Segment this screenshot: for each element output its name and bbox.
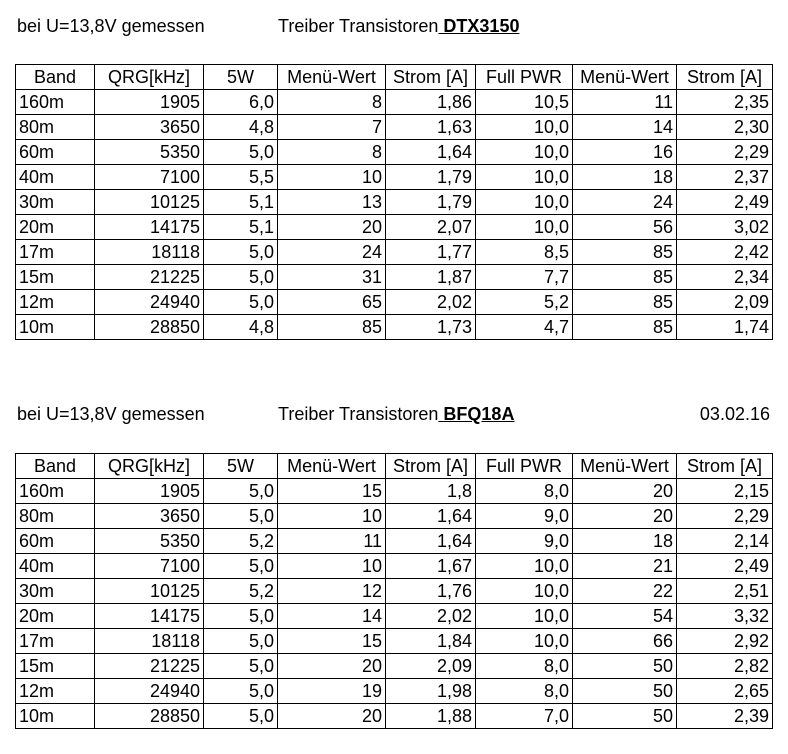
table-cell: 6,0: [204, 90, 278, 115]
table-cell: 10,0: [476, 579, 573, 604]
table-cell: 1,87: [386, 265, 476, 290]
table-cell: 1905: [95, 479, 204, 504]
table-cell: 1,86: [386, 90, 476, 115]
table-cell: 5,2: [204, 529, 278, 554]
table-row: [16, 529, 773, 554]
table-cell: 20m: [16, 604, 95, 629]
table-cell: 5,0: [204, 290, 278, 315]
table-cell: 1,88: [386, 704, 476, 729]
table-cell: 3650: [95, 115, 204, 140]
table-cell: 10,0: [476, 165, 573, 190]
table-cell: 12m: [16, 679, 95, 704]
table-cell: 4,7: [476, 315, 573, 340]
table-cell: 2,29: [677, 140, 773, 165]
table-cell: 10: [278, 504, 386, 529]
table-cell: 3,02: [677, 215, 773, 240]
table-cell: 7100: [95, 165, 204, 190]
table-row: [16, 654, 773, 679]
table-cell: 4,8: [204, 315, 278, 340]
table-cell: 85: [573, 315, 677, 340]
table-cell: 85: [573, 265, 677, 290]
table-cell: 1,63: [386, 115, 476, 140]
table-cell: 10: [278, 165, 386, 190]
table-cell: 18118: [95, 240, 204, 265]
table-cell: 1,73: [386, 315, 476, 340]
table-cell: 1,64: [386, 529, 476, 554]
table-cell: 21225: [95, 265, 204, 290]
column-header: QRG[kHz]: [95, 454, 204, 479]
table-cell: 1,67: [386, 554, 476, 579]
table-cell: 50: [573, 679, 677, 704]
table-cell: 2,30: [677, 115, 773, 140]
column-header: Menü-Wert: [278, 454, 386, 479]
table-cell: 17m: [16, 240, 95, 265]
table-cell: 14: [573, 115, 677, 140]
table-cell: 20: [278, 704, 386, 729]
section2-header-row: [16, 454, 773, 479]
table-row: [16, 704, 773, 729]
table-row: [16, 504, 773, 529]
table-cell: 1905: [95, 90, 204, 115]
table-row: [16, 479, 773, 504]
table-cell: 18: [573, 529, 677, 554]
table-row: [16, 115, 773, 140]
table-cell: 14175: [95, 604, 204, 629]
table-cell: 1,79: [386, 165, 476, 190]
table-row: [16, 140, 773, 165]
table-cell: 10,0: [476, 140, 573, 165]
table-cell: 60m: [16, 529, 95, 554]
table-cell: 28850: [95, 315, 204, 340]
table-cell: 2,29: [677, 504, 773, 529]
table-cell: 85: [573, 290, 677, 315]
table-row: [16, 315, 773, 340]
column-header: 5W: [204, 65, 278, 90]
table-cell: 10,0: [476, 604, 573, 629]
table-cell: 80m: [16, 115, 95, 140]
column-header: Strom [A]: [386, 65, 476, 90]
table-row: [16, 604, 773, 629]
table-cell: 60m: [16, 140, 95, 165]
table-cell: 5,0: [204, 140, 278, 165]
section2-driver-prefix: Treiber Transistoren: [278, 404, 439, 424]
table-row: [16, 554, 773, 579]
table-row: [16, 265, 773, 290]
table-cell: 5,2: [204, 579, 278, 604]
table-cell: 22: [573, 579, 677, 604]
column-header: Full PWR: [476, 454, 573, 479]
table-cell: 7,7: [476, 265, 573, 290]
column-header: Strom [A]: [386, 454, 476, 479]
table-cell: 50: [573, 654, 677, 679]
table-cell: 2,65: [677, 679, 773, 704]
table-cell: 5,0: [204, 265, 278, 290]
section2-table: [15, 453, 773, 729]
table-cell: 21: [573, 554, 677, 579]
table-cell: 10,0: [476, 554, 573, 579]
table-cell: 10,0: [476, 215, 573, 240]
table-cell: 30m: [16, 579, 95, 604]
table-cell: 9,0: [476, 529, 573, 554]
table-cell: 5,0: [204, 679, 278, 704]
table-cell: 18: [573, 165, 677, 190]
table-cell: 24: [278, 240, 386, 265]
table-cell: 160m: [16, 479, 95, 504]
section2-date: 03.02.16: [699, 404, 770, 424]
table-cell: 18118: [95, 629, 204, 654]
table-cell: 40m: [16, 554, 95, 579]
table-cell: 160m: [16, 90, 95, 115]
table-cell: 20: [573, 479, 677, 504]
table-cell: 14: [278, 604, 386, 629]
table-cell: 2,49: [677, 554, 773, 579]
column-header: Menü-Wert: [573, 454, 677, 479]
table-cell: 2,09: [677, 290, 773, 315]
table-cell: 5350: [95, 140, 204, 165]
column-header: QRG[kHz]: [95, 65, 204, 90]
table-cell: 2,92: [677, 629, 773, 654]
table-cell: 11: [278, 529, 386, 554]
table-row: [16, 90, 773, 115]
section2-driver-heading: [278, 404, 514, 424]
table-cell: 7,0: [476, 704, 573, 729]
section2-condition: bei U=13,8V gemessen: [17, 404, 205, 424]
section1-condition: bei U=13,8V gemessen: [17, 16, 205, 36]
table-cell: 5,0: [204, 479, 278, 504]
table-cell: 56: [573, 215, 677, 240]
table-cell: 5,0: [204, 504, 278, 529]
table-cell: 1,64: [386, 504, 476, 529]
table-cell: 20m: [16, 215, 95, 240]
table-cell: 2,51: [677, 579, 773, 604]
section1-table-body: [16, 90, 773, 340]
table-cell: 5,0: [204, 554, 278, 579]
table-cell: 2,02: [386, 290, 476, 315]
table-cell: 10125: [95, 190, 204, 215]
table-cell: 8,5: [476, 240, 573, 265]
table-cell: 7: [278, 115, 386, 140]
table-cell: 31: [278, 265, 386, 290]
table-cell: 5350: [95, 529, 204, 554]
column-header: Band: [16, 454, 95, 479]
table-cell: 5,0: [204, 240, 278, 265]
table-cell: 2,37: [677, 165, 773, 190]
table-cell: 28850: [95, 704, 204, 729]
table-cell: 5,0: [204, 604, 278, 629]
table-cell: 5,5: [204, 165, 278, 190]
table-cell: 1,84: [386, 629, 476, 654]
table-row: [16, 290, 773, 315]
table-cell: 1,8: [386, 479, 476, 504]
table-cell: 2,39: [677, 704, 773, 729]
table-cell: 2,15: [677, 479, 773, 504]
table-cell: 50: [573, 704, 677, 729]
section1-header-row: [16, 65, 773, 90]
table-cell: 3,32: [677, 604, 773, 629]
table-cell: 10,0: [476, 190, 573, 215]
table-cell: 10m: [16, 315, 95, 340]
table-cell: 1,77: [386, 240, 476, 265]
table-cell: 3650: [95, 504, 204, 529]
section1-transistor: DTX3150: [443, 16, 520, 36]
table-cell: 4,8: [204, 115, 278, 140]
table-cell: 20: [278, 215, 386, 240]
table-cell: 11: [573, 90, 677, 115]
table-cell: 66: [573, 629, 677, 654]
table-cell: 14175: [95, 215, 204, 240]
column-header: Band: [16, 65, 95, 90]
column-header: Strom [A]: [677, 454, 773, 479]
table-cell: 2,07: [386, 215, 476, 240]
section2-transistor: BFQ18A: [443, 404, 515, 424]
table-cell: 24: [573, 190, 677, 215]
table-cell: 10: [278, 554, 386, 579]
table-cell: 16: [573, 140, 677, 165]
table-cell: 1,98: [386, 679, 476, 704]
table-cell: 21225: [95, 654, 204, 679]
table-cell: 2,42: [677, 240, 773, 265]
table-row: [16, 165, 773, 190]
table-row: [16, 190, 773, 215]
table-cell: 85: [573, 240, 677, 265]
table-cell: 12m: [16, 290, 95, 315]
column-header: Strom [A]: [677, 65, 773, 90]
table-cell: 1,79: [386, 190, 476, 215]
table-cell: 2,14: [677, 529, 773, 554]
table-row: [16, 215, 773, 240]
table-cell: 24940: [95, 290, 204, 315]
column-header: 5W: [204, 454, 278, 479]
column-header: Menü-Wert: [278, 65, 386, 90]
table-cell: 5,0: [204, 629, 278, 654]
section2-table-body: [16, 479, 773, 729]
table-cell: 5,0: [204, 654, 278, 679]
table-cell: 8: [278, 140, 386, 165]
table-cell: 10125: [95, 579, 204, 604]
table-cell: 1,74: [677, 315, 773, 340]
table-row: [16, 679, 773, 704]
table-cell: 19: [278, 679, 386, 704]
table-cell: 17m: [16, 629, 95, 654]
table-cell: 2,09: [386, 654, 476, 679]
table-cell: 8: [278, 90, 386, 115]
table-row: [16, 629, 773, 654]
table-cell: 13: [278, 190, 386, 215]
table-cell: 7100: [95, 554, 204, 579]
table-cell: 10,5: [476, 90, 573, 115]
section1-table: [15, 64, 773, 340]
table-cell: 12: [278, 579, 386, 604]
table-cell: 5,2: [476, 290, 573, 315]
table-cell: 9,0: [476, 504, 573, 529]
table-cell: 8,0: [476, 654, 573, 679]
table-cell: 10m: [16, 704, 95, 729]
table-cell: 15m: [16, 265, 95, 290]
table-cell: 2,49: [677, 190, 773, 215]
table-cell: 20: [573, 504, 677, 529]
table-cell: 2,34: [677, 265, 773, 290]
table-cell: 5,1: [204, 215, 278, 240]
section1-driver-heading: [278, 16, 519, 36]
table-cell: 1,76: [386, 579, 476, 604]
table-cell: 5,0: [204, 704, 278, 729]
table-cell: 10,0: [476, 115, 573, 140]
table-cell: 2,02: [386, 604, 476, 629]
section1-driver-prefix: Treiber Transistoren: [278, 16, 439, 36]
table-row: [16, 240, 773, 265]
table-cell: 10,0: [476, 629, 573, 654]
table-cell: 8,0: [476, 479, 573, 504]
table-cell: 85: [278, 315, 386, 340]
column-header: Full PWR: [476, 65, 573, 90]
table-cell: 5,1: [204, 190, 278, 215]
table-cell: 1,64: [386, 140, 476, 165]
table-cell: 24940: [95, 679, 204, 704]
table-cell: 40m: [16, 165, 95, 190]
table-cell: 54: [573, 604, 677, 629]
table-row: [16, 579, 773, 604]
table-cell: 30m: [16, 190, 95, 215]
table-cell: 15: [278, 479, 386, 504]
table-cell: 8,0: [476, 679, 573, 704]
table-cell: 80m: [16, 504, 95, 529]
table-cell: 20: [278, 654, 386, 679]
column-header: Menü-Wert: [573, 65, 677, 90]
table-cell: 15: [278, 629, 386, 654]
table-cell: 15m: [16, 654, 95, 679]
table-cell: 2,35: [677, 90, 773, 115]
table-cell: 65: [278, 290, 386, 315]
table-cell: 2,82: [677, 654, 773, 679]
